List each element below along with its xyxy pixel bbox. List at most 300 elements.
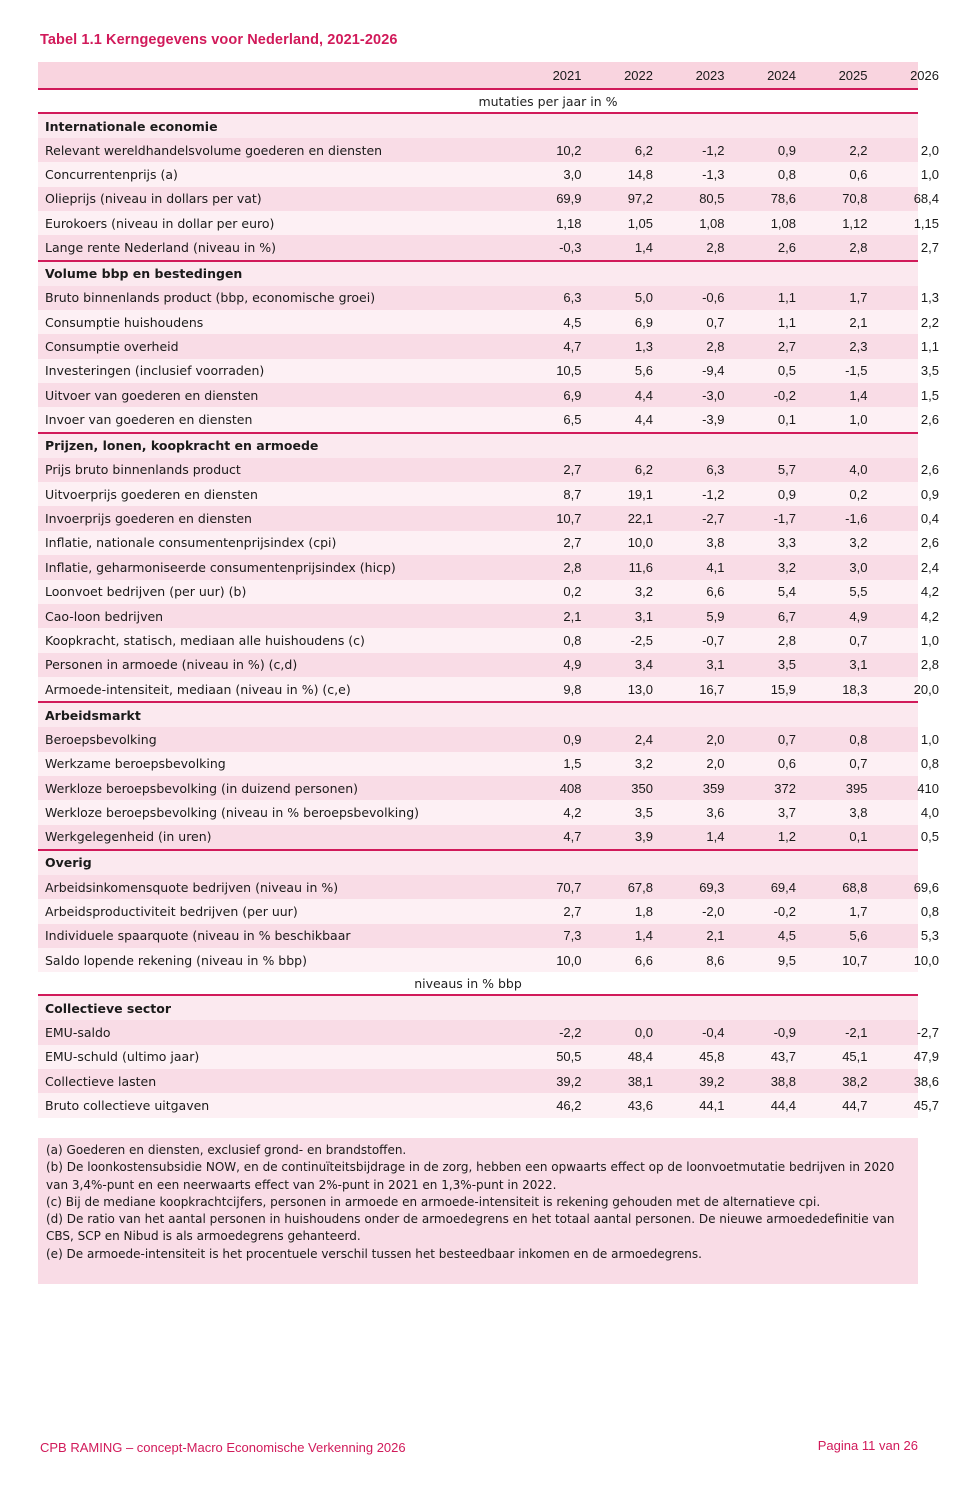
row-label: EMU-saldo (45, 1024, 111, 1040)
row-label: Relevant wereldhandelsvolume goederen en diensten (45, 142, 383, 158)
row-label: Werkloze beroepsbevolking (in duizend personen) (45, 780, 358, 796)
row-label: Invoerprijs goederen en diensten (45, 511, 252, 527)
value-cell: 6,2 (634, 462, 653, 478)
value-cell: 3,9 (634, 829, 653, 845)
value-cell: 2,4 (634, 731, 653, 747)
value-cell: 69,3 (699, 879, 725, 895)
value-cell: 68,4 (913, 191, 939, 207)
collective-section (38, 996, 939, 1117)
value-cell: 0,5 (777, 363, 796, 379)
value-cell: 97,2 (627, 191, 653, 207)
value-cell: 2,8 (920, 657, 939, 673)
value-cell: 2,7 (777, 339, 796, 355)
value-cell: 4,9 (849, 608, 868, 624)
section-heading: Overig (38, 851, 918, 875)
value-cell: 0,8 (777, 167, 796, 183)
value-cell: 0,6 (777, 756, 796, 772)
value-cell: 2,4 (920, 559, 939, 575)
value-cell: 6,5 (563, 412, 582, 428)
footnote: (c) Bij de mediane koopkrachtcijfers, personen in armoede en armoede-intensiteit is rekening gehouden met de alternatieve cpi. (46, 1194, 821, 1209)
section-heading: Volume bbp en bestedingen (38, 262, 918, 286)
value-cell: 16,7 (699, 681, 725, 697)
value-cell: 0,9 (777, 486, 796, 502)
value-cell: 5,7 (777, 462, 796, 478)
value-cell: 6,3 (563, 290, 582, 306)
table-row (38, 482, 939, 506)
value-cell: 2,7 (920, 240, 939, 256)
value-cell: 3,1 (634, 608, 653, 624)
value-cell: 1,4 (706, 829, 725, 845)
value-cell: 5,4 (777, 584, 796, 600)
value-cell: 44,7 (842, 1098, 868, 1114)
value-cell: 7,3 (563, 928, 582, 944)
value-cell: -2,7 (916, 1024, 939, 1040)
value-cell: 13,0 (627, 681, 653, 697)
value-cell: 1,5 (920, 387, 939, 403)
value-cell: -0,7 (702, 632, 725, 648)
row-label: Cao-loon bedrijven (45, 608, 164, 624)
value-cell: 4,4 (634, 387, 653, 403)
value-cell: 48,4 (627, 1049, 653, 1065)
table-row (38, 138, 939, 162)
value-cell: 39,2 (699, 1073, 725, 1089)
value-cell: -1,2 (702, 486, 725, 502)
value-cell: 6,9 (563, 387, 582, 403)
value-cell: 2,1 (849, 314, 868, 330)
value-cell: 9,5 (777, 952, 796, 968)
value-cell: 2,6 (920, 412, 939, 428)
sections-container (38, 114, 939, 972)
table-section (38, 114, 939, 260)
value-cell: 0,6 (849, 167, 868, 183)
value-cell: 15,9 (770, 681, 796, 697)
unit-label: mutaties per jaar in % (478, 93, 618, 109)
unit-label: niveaus in % bbp (414, 975, 522, 991)
value-cell: 4,2 (563, 804, 582, 820)
value-cell: 359 (702, 780, 725, 796)
value-cell: 38,2 (842, 1073, 868, 1089)
row-label: Olieprijs (niveau in dollars per vat) (45, 191, 262, 207)
value-cell: 3,5 (920, 363, 939, 379)
value-cell: 0,7 (706, 314, 725, 330)
value-cell: 0,2 (563, 584, 582, 600)
value-cell: 2,6 (777, 240, 796, 256)
table-row (38, 628, 939, 652)
value-cell: 4,4 (634, 412, 653, 428)
value-cell: 2,0 (706, 756, 725, 772)
value-cell: 3,5 (777, 657, 796, 673)
row-label: Lange rente Nederland (niveau in %) (45, 240, 276, 256)
value-cell: 4,2 (920, 608, 939, 624)
table-row (38, 604, 939, 628)
value-cell: 4,5 (563, 314, 582, 330)
section-rows (38, 727, 939, 849)
section-rows (38, 286, 939, 432)
row-label: Koopkracht, statisch, mediaan alle huishoudens (c) (45, 632, 365, 648)
value-cell: 6,2 (634, 142, 653, 158)
section-heading: Prijzen, lonen, koopkracht en armoede (38, 434, 918, 458)
value-cell: 3,2 (634, 756, 653, 772)
table-section (38, 701, 939, 849)
table-row (38, 752, 939, 776)
value-cell: 0,8 (849, 731, 868, 747)
value-cell: -3,0 (702, 387, 725, 403)
value-cell: 4,7 (563, 829, 582, 845)
value-cell: -2,1 (845, 1024, 868, 1040)
table-row (38, 1020, 939, 1044)
section-rows (38, 138, 939, 260)
value-cell: 3,2 (849, 535, 868, 551)
table-row (38, 211, 939, 235)
value-cell: 68,8 (842, 879, 868, 895)
value-cell: -2,0 (702, 903, 725, 919)
unit-row-mutaties (38, 90, 918, 114)
value-cell: 0,9 (563, 731, 582, 747)
value-cell: 6,9 (634, 314, 653, 330)
value-cell: 1,18 (556, 215, 582, 231)
value-cell: 10,5 (556, 363, 582, 379)
row-label: Inflatie, geharmoniseerde consumentenprijsindex (hicp) (45, 559, 396, 575)
value-cell: 2,2 (849, 142, 868, 158)
value-cell: 1,3 (634, 339, 653, 355)
value-cell: 4,2 (920, 584, 939, 600)
table-row (38, 677, 939, 701)
table-row (38, 727, 939, 751)
value-cell: 2,7 (563, 903, 582, 919)
row-label: Saldo lopende rekening (niveau in % bbp) (45, 952, 307, 968)
section-heading: Arbeidsmarkt (38, 703, 918, 727)
value-cell: 80,5 (699, 191, 725, 207)
footnotes (38, 1138, 918, 1284)
table-row (38, 653, 939, 677)
section-rows (38, 458, 939, 701)
footnote: (d) De ratio van het aantal personen in huishoudens onder de armoedegrens en het totaal aantal personen. De nieuwe armoededefinitie van CBS, SCP en Nibud is als armoedegrens gehanteerd. (46, 1212, 895, 1244)
table-row (38, 286, 939, 310)
value-cell: -9,4 (702, 363, 725, 379)
value-cell: 8,7 (563, 486, 582, 502)
value-cell: 0,1 (849, 829, 868, 845)
table-row (38, 776, 939, 800)
value-cell: 5,6 (634, 363, 653, 379)
value-cell: -2,2 (559, 1024, 582, 1040)
value-cell: 2,8 (563, 559, 582, 575)
table-row (38, 555, 939, 579)
value-cell: 38,8 (770, 1073, 796, 1089)
value-cell: 3,0 (849, 559, 868, 575)
table-row (38, 899, 939, 923)
section-heading: Internationale economie (38, 114, 918, 138)
value-cell: -2,7 (702, 511, 725, 527)
value-cell: 5,0 (634, 290, 653, 306)
table-row (38, 1045, 939, 1069)
value-cell: 395 (845, 780, 868, 796)
value-cell: 5,5 (849, 584, 868, 600)
value-cell: 70,7 (556, 879, 582, 895)
table-section (38, 996, 939, 1117)
value-cell: -1,5 (845, 363, 868, 379)
value-cell: 0,8 (920, 756, 939, 772)
row-label: Prijs bruto binnenlands product (45, 462, 241, 478)
table-row (38, 162, 939, 186)
year-header: 2023 (695, 67, 725, 83)
value-cell: 0,2 (849, 486, 868, 502)
value-cell: 45,1 (842, 1049, 868, 1065)
value-cell: 0,8 (920, 903, 939, 919)
row-label: Invoer van goederen en diensten (45, 412, 253, 428)
value-cell: 2,2 (920, 314, 939, 330)
unit-row-niveaus (38, 972, 918, 996)
row-label: Individuele spaarquote (niveau in % beschikbaar (45, 928, 351, 944)
table-row (38, 310, 939, 334)
value-cell: 4,1 (706, 559, 725, 575)
row-label: Concurrentenprijs (a) (45, 167, 178, 183)
footnote: (e) De armoede-intensiteit is het procentuele verschil tussen het besteedbaar inkomen en de armoedegrens. (46, 1246, 702, 1261)
table-row (38, 1093, 939, 1117)
row-label: Consumptie huishoudens (45, 314, 204, 330)
value-cell: -1,2 (702, 142, 725, 158)
value-cell: 69,4 (770, 879, 796, 895)
table-row (38, 531, 939, 555)
table-row (38, 875, 939, 899)
value-cell: 0,0 (634, 1024, 653, 1040)
table-row (38, 948, 939, 972)
value-cell: 47,9 (913, 1049, 939, 1065)
table-title: Tabel 1.1 Kerngegevens voor Nederland, 2021-2026 (40, 32, 398, 48)
row-label: Investeringen (inclusief voorraden) (45, 363, 265, 379)
value-cell: 3,8 (706, 535, 725, 551)
value-cell: 10,7 (556, 511, 582, 527)
value-cell: 3,2 (634, 584, 653, 600)
value-cell: 20,0 (913, 681, 939, 697)
value-cell: 38,6 (913, 1073, 939, 1089)
table-row (38, 800, 939, 824)
value-cell: 6,3 (706, 462, 725, 478)
value-cell: 1,4 (849, 387, 868, 403)
value-cell: 1,4 (634, 240, 653, 256)
year-header: 2021 (552, 67, 582, 83)
year-header: 2025 (838, 67, 868, 83)
year-header: 2024 (767, 67, 796, 83)
value-cell: 1,7 (849, 903, 868, 919)
value-cell: 0,7 (849, 756, 868, 772)
row-label: Beroepsbevolking (45, 731, 157, 747)
value-cell: 1,08 (770, 215, 796, 231)
value-cell: 5,3 (920, 928, 939, 944)
value-cell: 69,9 (556, 191, 582, 207)
value-cell: 3,0 (563, 167, 582, 183)
value-cell: 2,8 (849, 240, 868, 256)
value-cell: -0,3 (559, 240, 582, 256)
value-cell: 1,0 (920, 731, 939, 747)
value-cell: 10,0 (913, 952, 939, 968)
value-cell: 0,4 (920, 511, 939, 527)
row-label: Arbeidsproductiviteit bedrijven (per uur) (45, 903, 298, 919)
value-cell: -0,2 (773, 387, 796, 403)
value-cell: -0,4 (702, 1024, 725, 1040)
row-label: Uitvoerprijs goederen en diensten (45, 486, 258, 502)
value-cell: 78,6 (770, 191, 796, 207)
value-cell: 70,8 (842, 191, 868, 207)
value-cell: 4,5 (777, 928, 796, 944)
section-heading: Collectieve sector (38, 996, 918, 1020)
value-cell: 1,08 (699, 215, 725, 231)
table-row (38, 506, 939, 530)
value-cell: 2,1 (563, 608, 582, 624)
value-cell: 3,3 (777, 535, 796, 551)
row-label: Eurokoers (niveau in dollar per euro) (45, 215, 275, 231)
value-cell: 3,6 (706, 804, 725, 820)
row-label: Uitvoer van goederen en diensten (45, 387, 259, 403)
row-label: Collectieve lasten (45, 1073, 157, 1089)
value-cell: 4,0 (920, 804, 939, 820)
value-cell: 1,1 (920, 339, 939, 355)
value-cell: 1,4 (634, 928, 653, 944)
value-cell: 2,8 (706, 339, 725, 355)
row-label: Armoede-intensiteit, mediaan (niveau in %) (c,e) (45, 681, 351, 697)
value-cell: 2,7 (563, 535, 582, 551)
value-cell: 410 (917, 780, 939, 796)
value-cell: 1,3 (920, 290, 939, 306)
data-table (38, 62, 939, 1118)
value-cell: 0,9 (920, 486, 939, 502)
table-row (38, 580, 939, 604)
section-rows (38, 1020, 939, 1117)
value-cell: 0,9 (777, 142, 796, 158)
value-cell: 19,1 (627, 486, 653, 502)
value-cell: -3,9 (702, 412, 725, 428)
row-label: EMU-schuld (ultimo jaar) (45, 1049, 200, 1065)
value-cell: -0,2 (773, 903, 796, 919)
value-cell: 69,6 (913, 879, 939, 895)
value-cell: 1,1 (777, 314, 796, 330)
table-row (38, 924, 939, 948)
value-cell: 50,5 (556, 1049, 582, 1065)
value-cell: 10,7 (842, 952, 868, 968)
value-cell: 0,5 (920, 829, 939, 845)
value-cell: 0,8 (563, 632, 582, 648)
value-cell: 0,1 (777, 412, 796, 428)
row-label: Werkzame beroepsbevolking (45, 756, 226, 772)
value-cell: -0,6 (702, 290, 725, 306)
value-cell: 3,1 (849, 657, 868, 673)
table-row (38, 187, 939, 211)
value-cell: -0,9 (773, 1024, 796, 1040)
row-label: Personen in armoede (niveau in %) (c,d) (45, 657, 298, 673)
value-cell: 2,8 (777, 632, 796, 648)
value-cell: 3,1 (706, 657, 725, 673)
row-label: Werkloze beroepsbevolking (niveau in % beroepsbevolking) (45, 804, 419, 820)
value-cell: 2,1 (706, 928, 725, 944)
value-cell: 0,7 (849, 632, 868, 648)
value-cell: 10,2 (556, 142, 582, 158)
value-cell: 22,1 (627, 511, 653, 527)
value-cell: 5,6 (849, 928, 868, 944)
value-cell: 5,9 (706, 608, 725, 624)
value-cell: 1,0 (920, 167, 939, 183)
value-cell: -1,3 (702, 167, 725, 183)
value-cell: -1,6 (845, 511, 868, 527)
table-row (38, 383, 939, 407)
value-cell: 44,4 (770, 1098, 796, 1114)
value-cell: 1,12 (842, 215, 868, 231)
value-cell: 43,6 (627, 1098, 653, 1114)
year-header: 2026 (910, 67, 939, 83)
value-cell: 1,0 (920, 632, 939, 648)
row-label: Bruto collectieve uitgaven (45, 1098, 210, 1114)
value-cell: 10,0 (556, 952, 582, 968)
value-cell: 1,0 (849, 412, 868, 428)
value-cell: 38,1 (627, 1073, 653, 1089)
footnote: (a) Goederen en diensten, exclusief grond- en brandstoffen. (46, 1143, 407, 1157)
value-cell: 8,6 (706, 952, 725, 968)
value-cell: 10,0 (627, 535, 653, 551)
value-cell: 1,1 (777, 290, 796, 306)
value-cell: 2,7 (563, 462, 582, 478)
row-label: Arbeidsinkomensquote bedrijven (niveau in %) (45, 879, 339, 895)
value-cell: 46,2 (556, 1098, 582, 1114)
value-cell: 67,8 (627, 879, 653, 895)
value-cell: 1,05 (627, 215, 653, 231)
table-row (38, 1069, 939, 1093)
value-cell: 11,6 (628, 559, 653, 575)
value-cell: 4,0 (849, 462, 868, 478)
value-cell: 1,15 (913, 215, 939, 231)
value-cell: 45,8 (699, 1049, 725, 1065)
row-label: Inflatie, nationale consumentenprijsindex (cpi) (45, 535, 337, 551)
table-section (38, 260, 939, 432)
value-cell: 45,7 (913, 1098, 939, 1114)
table-row (38, 407, 939, 431)
footer-publication: CPB RAMING – concept-Macro Economische Verkenning 2026 (40, 1440, 406, 1455)
table-row (38, 359, 939, 383)
table-row (38, 825, 939, 849)
row-label: Loonvoet bedrijven (per uur) (b) (45, 584, 247, 600)
value-cell: 1,5 (563, 756, 582, 772)
value-cell: -1,7 (773, 511, 796, 527)
value-cell: 6,6 (634, 952, 653, 968)
row-label: Bruto binnenlands product (bbp, economische groei) (45, 290, 376, 306)
value-cell: 2,6 (920, 462, 939, 478)
value-cell: 18,3 (842, 681, 868, 697)
value-cell: 4,7 (563, 339, 582, 355)
value-cell: 2,0 (706, 731, 725, 747)
value-cell: 43,7 (770, 1049, 796, 1065)
value-cell: 44,1 (699, 1098, 725, 1114)
value-cell: 39,2 (556, 1073, 582, 1089)
table-row (38, 458, 939, 482)
value-cell: 2,0 (920, 142, 939, 158)
value-cell: 9,8 (563, 681, 582, 697)
table-row (38, 235, 939, 259)
value-cell: 3,5 (634, 804, 653, 820)
value-cell: 408 (559, 780, 582, 796)
value-cell: 3,4 (634, 657, 653, 673)
value-cell: 2,3 (849, 339, 868, 355)
table-row (38, 334, 939, 358)
value-cell: 1,2 (777, 829, 796, 845)
value-cell: 6,7 (777, 608, 796, 624)
value-cell: 3,7 (777, 804, 796, 820)
value-cell: 372 (774, 780, 796, 796)
value-cell: 2,6 (920, 535, 939, 551)
section-rows (38, 875, 939, 972)
value-cell: 1,8 (634, 903, 653, 919)
footer-page-number: Pagina 11 van 26 (817, 1438, 918, 1453)
footnote: (b) De loonkostensubsidie NOW, en de continuïteitsbijdrage in de zorg, hebben een opwaarts effect op de loonvoetmutatie bedrijven in 2020 van 3,4%-punt en een neerwaarts effect van 2%-punt in 2021 en 1,3%-punt in 2022. (46, 1160, 895, 1192)
value-cell: 2,8 (706, 240, 725, 256)
value-cell: -2,5 (630, 632, 653, 648)
year-header-row (38, 62, 939, 90)
